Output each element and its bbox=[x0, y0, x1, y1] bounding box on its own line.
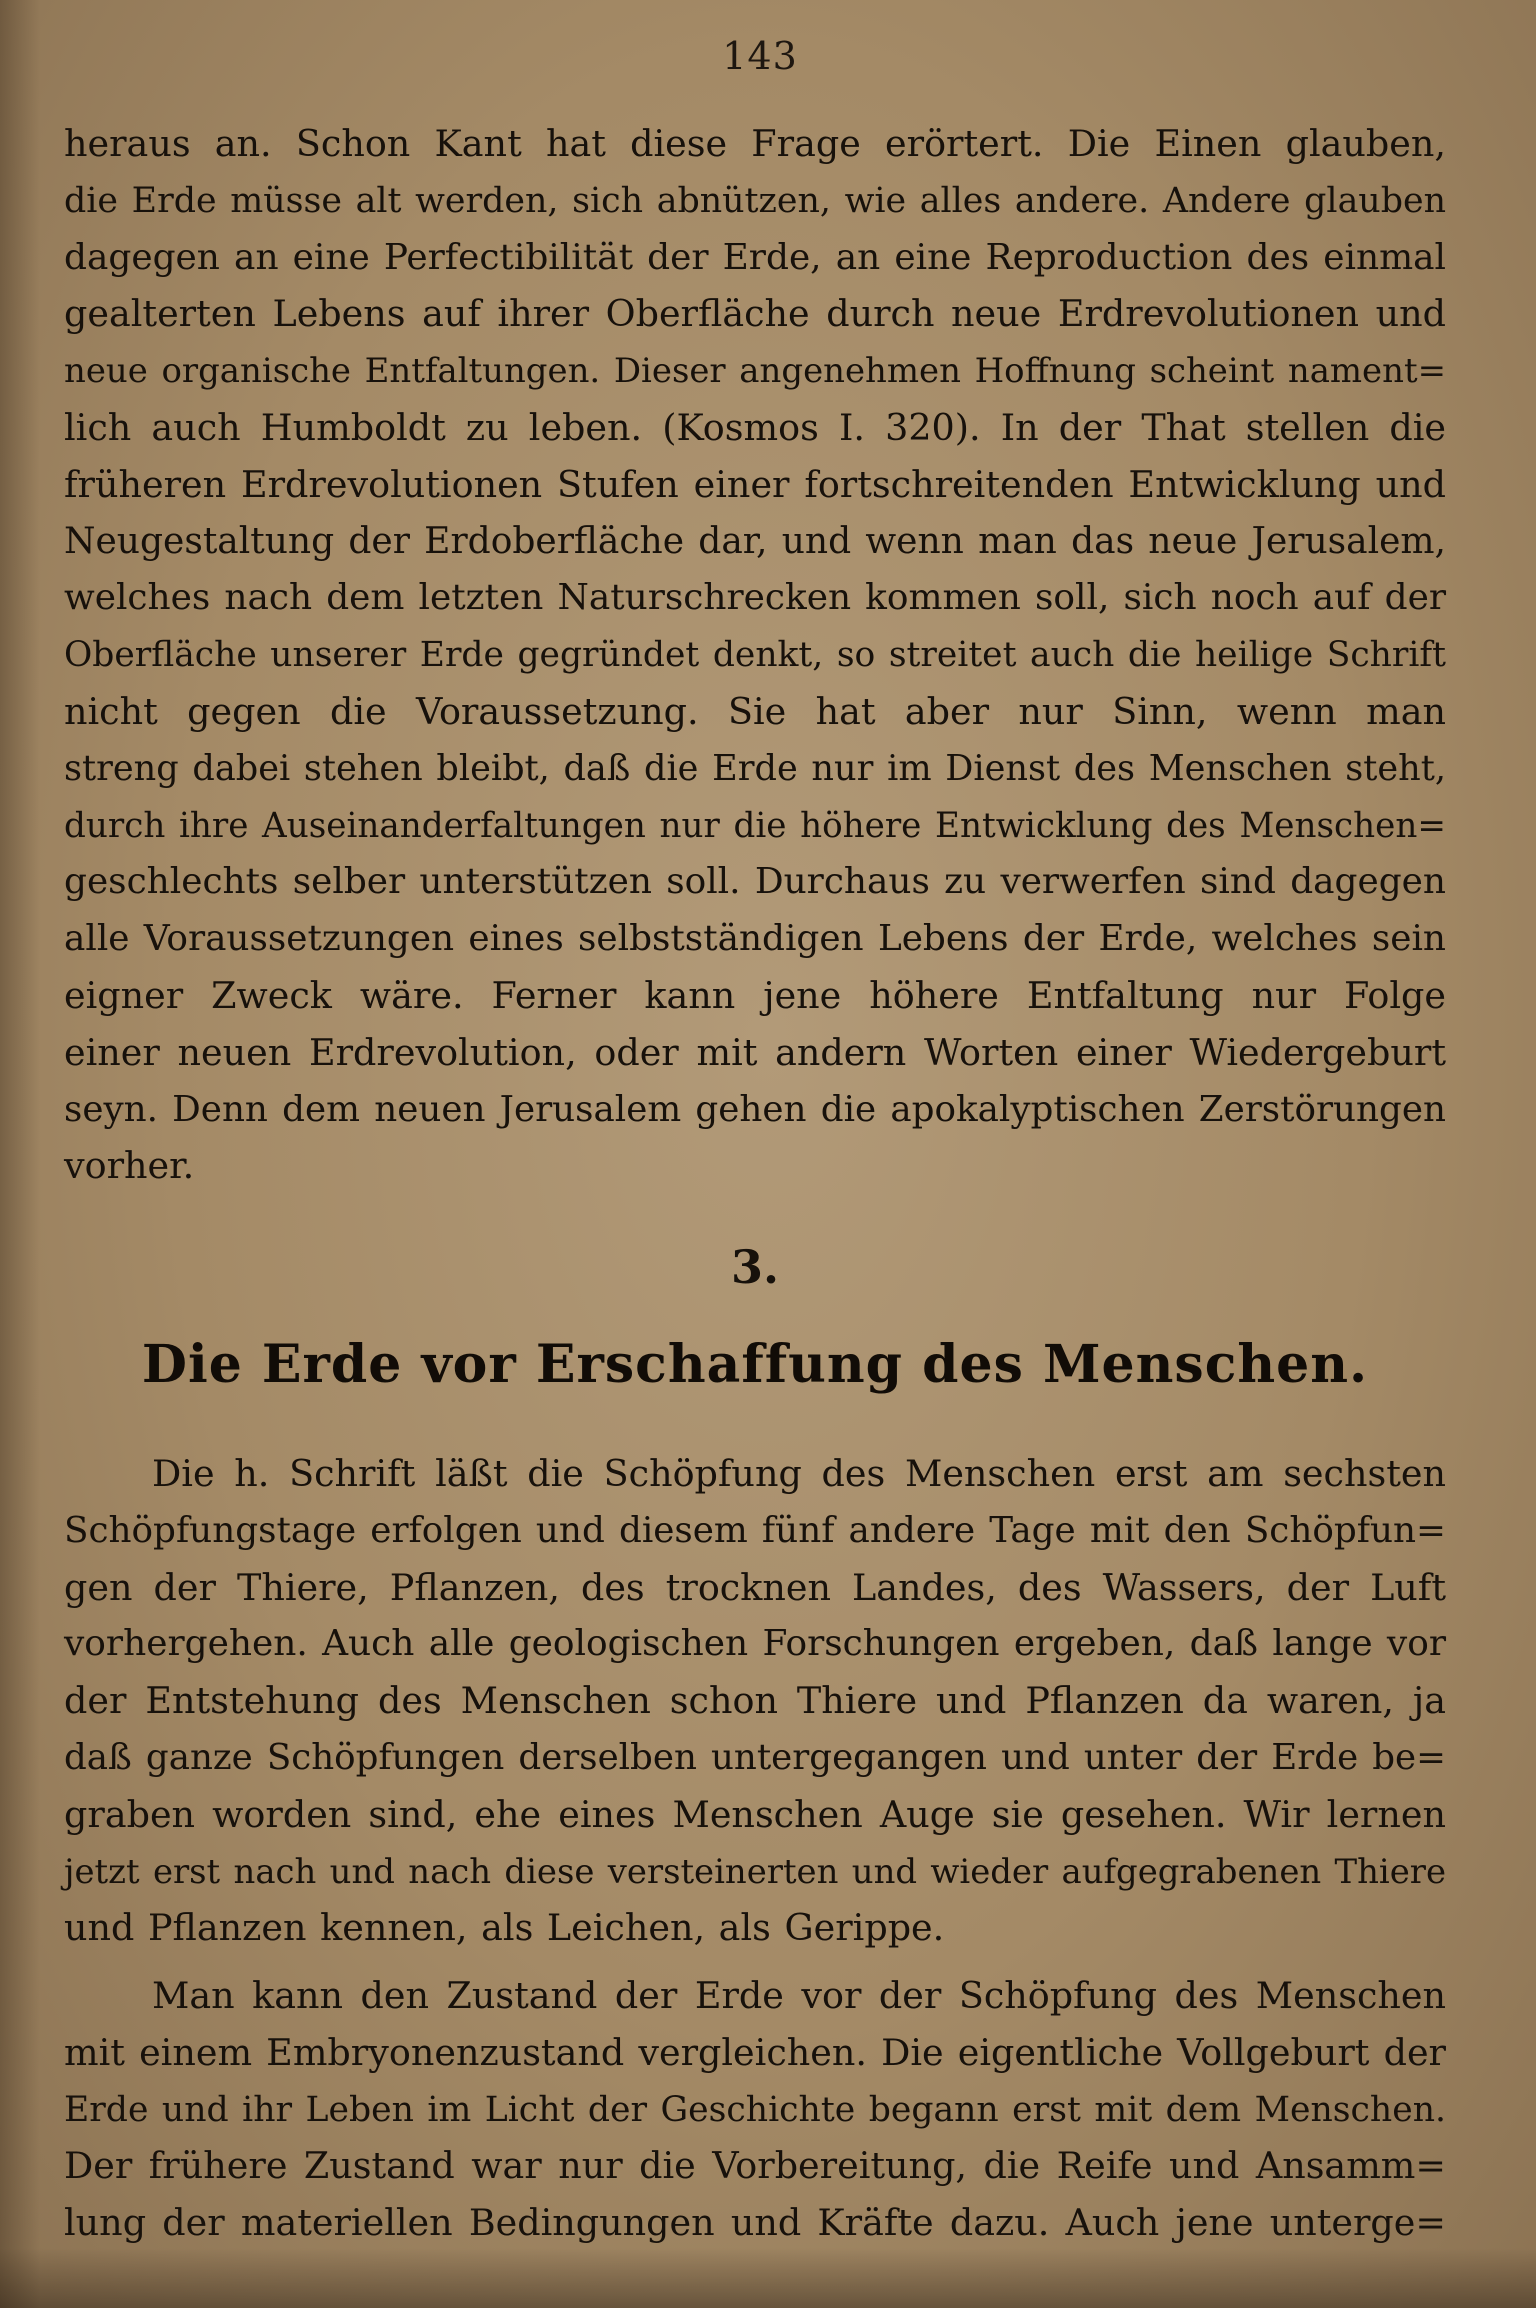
text-line: Oberfläche unserer Erde gegründet denkt, so streitet auch die heilige Schrift bbox=[64, 635, 1446, 676]
text-line: dagegen an eine Perfectibilität der Erde, an eine Reproduction des einmal bbox=[64, 236, 1446, 278]
text-line: Man kann den Zustand der Erde vor der Schöpfung des Menschen bbox=[152, 1974, 1446, 2017]
text-line: früheren Erdrevolutionen Stufen einer fortschreitenden Entwicklung und bbox=[64, 462, 1446, 506]
text-line: gealterten Lebens auf ihrer Oberfläche durch neue Erdrevolutionen und bbox=[64, 292, 1446, 336]
text-line: einer neuen Erdrevolution, oder mit andern Worten einer Wiedergeburt bbox=[64, 1030, 1446, 1074]
text-line: gen der Thiere, Pflanzen, des trocknen Landes, des Wassers, der Luft bbox=[64, 1565, 1446, 1609]
paragraph bbox=[64, 1446, 1446, 1957]
text-line: Die h. Schrift läßt die Schöpfung des Menschen erst am sechsten bbox=[152, 1452, 1446, 1495]
text-line: seyn. Denn dem neuen Jerusalem gehen die apokalyptischen Zerstörungen bbox=[64, 1088, 1446, 1130]
section-number: 3. bbox=[730, 1240, 780, 1294]
text-line: nicht gegen die Voraussetzung. Sie hat aber nur Sinn, wenn man bbox=[64, 689, 1446, 733]
text-line: heraus an. Schon Kant hat diese Frage erörtert. Die Einen glauben, bbox=[64, 122, 1446, 165]
text-line: vorher. bbox=[64, 1144, 195, 1188]
text-line: Neugestaltung der Erdoberfläche dar, und wenn man das neue Jerusalem, bbox=[64, 520, 1446, 562]
text-line: jetzt erst nach und nach diese versteinerten und wieder aufgegrabenen Thiere bbox=[64, 1851, 1446, 1891]
page-bottom-shadow bbox=[0, 2248, 1536, 2308]
page-gutter-shadow bbox=[0, 0, 40, 2308]
text-line: Erde und ihr Leben im Licht der Geschichte begann erst mit dem Menschen. bbox=[64, 2089, 1446, 2130]
text-line: streng dabei stehen bleibt, daß die Erde nur im Dienst des Menschen steht, bbox=[64, 747, 1446, 789]
text-line: vorhergehen. Auch alle geologischen Forschungen ergeben, daß lange vor bbox=[64, 1623, 1446, 1665]
text-line: neue organische Entfaltungen. Dieser angenehmen Hoffnung scheint nament= bbox=[64, 351, 1446, 391]
text-line: daß ganze Schöpfungen derselben untergegangen und unter der Erde be= bbox=[64, 1736, 1446, 1778]
text-line: Schöpfungstage erfolgen und diesem fünf andere Tage mit den Schöpfun= bbox=[64, 1509, 1446, 1551]
paragraph bbox=[64, 1968, 1446, 2252]
text-line: eigner Zweck wäre. Ferner kann jene höhere Entfaltung nur Folge bbox=[64, 973, 1446, 1017]
text-line: geschlechts selber unterstützen soll. Durchaus zu verwerfen sind dagegen bbox=[64, 861, 1446, 903]
text-line: durch ihre Auseinanderfaltungen nur die höhere Entwicklung des Menschen= bbox=[64, 805, 1446, 846]
paragraph-continued bbox=[64, 116, 1446, 1195]
text-line: mit einem Embryonenzustand vergleichen. Die eigentliche Vollgeburt der bbox=[64, 2030, 1446, 2074]
section-heading: Die Erde vor Erschaffung des Menschen. bbox=[141, 1334, 1369, 1395]
text-line: lung der materiellen Bedingungen und Kräfte dazu. Auch jene unterge= bbox=[64, 2201, 1446, 2245]
text-line: Der frühere Zustand war nur die Vorbereitung, die Reife und Ansamm= bbox=[64, 2144, 1446, 2188]
text-line: graben worden sind, ehe eines Menschen Auge sie gesehen. Wir lernen bbox=[64, 1792, 1446, 1836]
text-line: der Entstehung des Menschen schon Thiere und Pflanzen da waren, ja bbox=[64, 1679, 1446, 1723]
text-line: welches nach dem letzten Naturschrecken kommen soll, sich noch auf der bbox=[64, 577, 1446, 619]
text-line: und Pflanzen kennen, als Leichen, als Gerippe. bbox=[64, 1906, 945, 1950]
page-number: 143 bbox=[722, 34, 798, 78]
text-line: lich auch Humboldt zu leben. (Kosmos I. 320). In der That stellen die bbox=[64, 405, 1446, 449]
text-line: alle Voraussetzungen eines selbstständigen Lebens der Erde, welches sein bbox=[64, 918, 1446, 960]
text-line: die Erde müsse alt werden, sich abnützen, wie alles andere. Andere glauben bbox=[64, 180, 1446, 221]
